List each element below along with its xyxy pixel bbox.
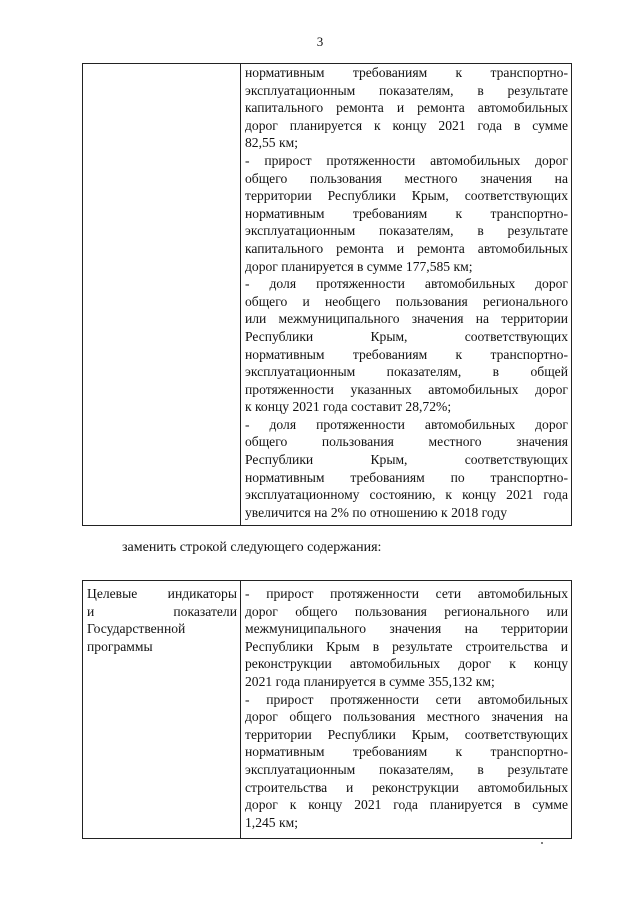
text-line: строительства и реконструкции автомобильных — [245, 779, 568, 795]
text-line: эксплуатационным показателям, в результате — [245, 223, 568, 239]
text-line: нормативным требованиям по транспортно- — [245, 469, 568, 485]
table-cell-text — [241, 64, 572, 526]
text-block — [87, 585, 237, 655]
text-line: Республики Крым в результате строительства и — [245, 638, 568, 654]
text-line: реконструкции автомобильных дорог к концу — [245, 656, 568, 672]
text-line: дорог общего пользования местного значения на — [245, 709, 568, 725]
text-line: - доля протяженности автомобильных дорог — [245, 416, 568, 432]
text-line: - доля протяженности автомобильных дорог — [245, 276, 568, 292]
text-line: нормативным требованиям к транспортно- — [245, 205, 568, 221]
text-line: эксплуатационным показателям, в результате — [245, 82, 568, 98]
text-line: дорог планируется к концу 2021 года в сумме — [245, 117, 568, 133]
text-line: 2021 года планируется в сумме 355,132 км; — [245, 673, 495, 689]
text-line: дорог к концу 2021 года планируется в сумме — [245, 797, 568, 813]
text-line: протяженности указанных автомобильных дорог — [245, 381, 568, 397]
indicators-table-new — [82, 580, 572, 839]
table-cell-empty — [83, 64, 241, 526]
text-line: капитального ремонта и ремонта автомобильных — [245, 100, 568, 116]
text-line: территории Республики Крым, соответствующих — [245, 188, 568, 204]
text-block — [245, 64, 568, 521]
text-line: и показатели — [87, 603, 237, 619]
text-line: Республики Крым, соответствующих — [245, 328, 568, 344]
text-line: капитального ремонта и ремонта автомобильных — [245, 240, 568, 256]
table-row — [83, 64, 572, 526]
text-line: эксплуатационному состоянию, к концу 2021 года — [245, 487, 568, 503]
text-line: эксплуатационным показателям, в общей — [245, 364, 568, 380]
text-line: программы — [87, 638, 153, 654]
text-line: общего пользования местного значения на — [245, 170, 568, 186]
replacement-instruction: заменить строкой следующего содержания: — [122, 540, 382, 555]
text-line: к концу 2021 года составит 28,72%; — [245, 399, 452, 415]
text-line: дорог общего пользования регионального или — [245, 603, 568, 619]
text-line: Целевые индикаторы — [87, 586, 237, 601]
indicators-table-old — [82, 63, 572, 526]
scan-speck — [541, 842, 543, 844]
text-line: территории Республики Крым, соответствующих — [245, 726, 568, 742]
page-number: 3 — [316, 34, 324, 49]
text-line: 1,245 км; — [245, 814, 298, 830]
text-line: общего и необщего пользования регионального — [245, 293, 568, 309]
text-block — [245, 585, 568, 831]
text-line: - прирост протяженности сети автомобильных — [245, 586, 568, 601]
text-line: межмуниципального значения на территории — [245, 621, 568, 637]
text-line: 82,55 км; — [245, 135, 298, 151]
text-line: или межмуниципального значения на территории — [245, 311, 568, 327]
text-line: - прирост протяженности сети автомобильных — [245, 691, 568, 707]
text-line: Республики Крым, соответствующих — [245, 452, 568, 468]
text-line: эксплуатационным показателям, в результате — [245, 761, 568, 777]
text-line: увеличится на 2% по отношению к 2018 году — [245, 504, 508, 520]
text-line: нормативным требованиям к транспортно- — [245, 65, 568, 80]
text-line: общего пользования местного значения — [245, 434, 568, 450]
text-line: - прирост протяженности автомобильных дорог — [245, 152, 568, 168]
text-line: нормативным требованиям к транспортно- — [245, 346, 568, 362]
table-row — [83, 581, 572, 839]
text-line: дорог планируется в сумме 177,585 км; — [245, 258, 473, 274]
text-line: Государственной — [87, 621, 186, 637]
table-cell-text — [241, 581, 572, 839]
text-line: нормативным требованиям к транспортно- — [245, 744, 568, 760]
table-cell-heading — [83, 581, 241, 839]
